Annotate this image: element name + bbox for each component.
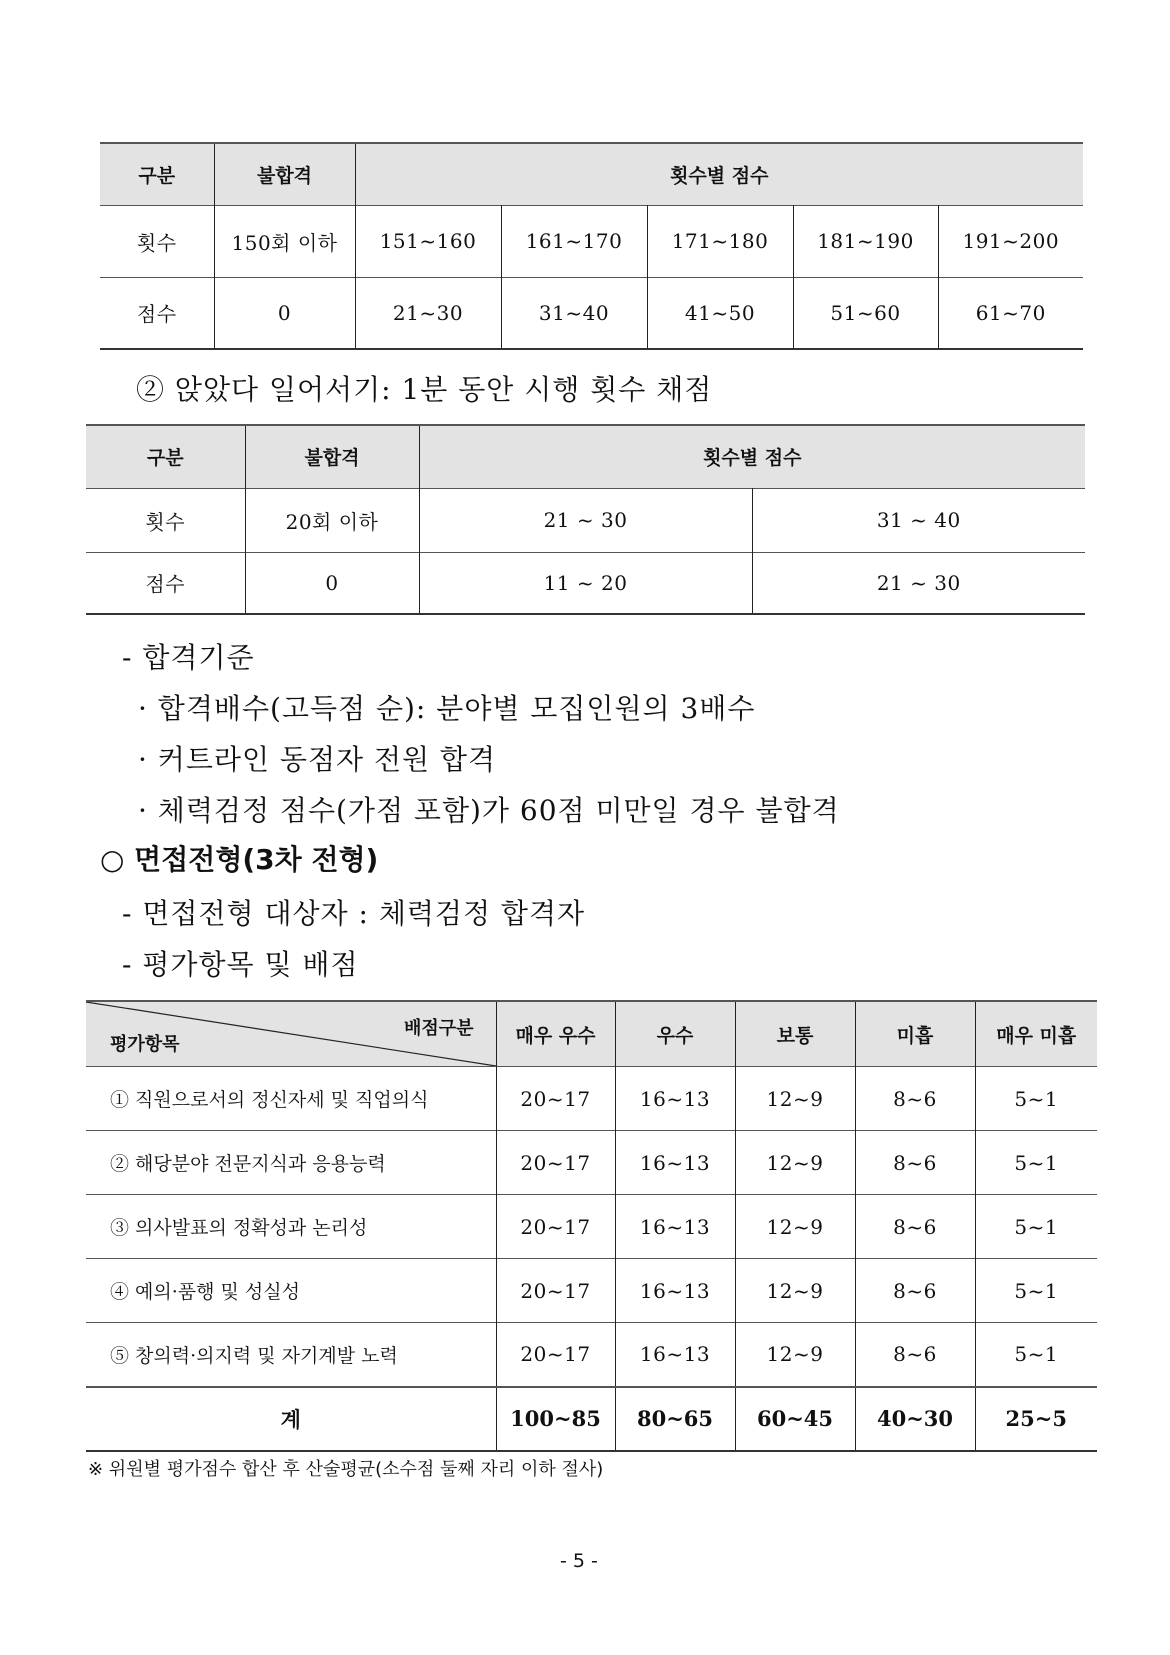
score-cell: 12~9 <box>735 1195 855 1259</box>
table-row <box>100 205 1083 277</box>
score-cell: 20~17 <box>496 1259 615 1323</box>
total-cell: 80~65 <box>615 1387 735 1451</box>
score-cell: 8~6 <box>855 1195 975 1259</box>
count-score-table-1 <box>100 142 1083 350</box>
score-cell: 8~6 <box>855 1131 975 1195</box>
score-cell: 8~6 <box>855 1067 975 1131</box>
value-cell: 181~190 <box>793 205 938 277</box>
total-cell: 60~45 <box>735 1387 855 1451</box>
total-cell: 100~85 <box>496 1387 615 1451</box>
score-cell: 12~9 <box>735 1259 855 1323</box>
criteria-item: · 커트라인 동점자 전원 합격 <box>138 743 497 776</box>
score-cell: 12~9 <box>735 1323 855 1387</box>
score-cell: 5~1 <box>975 1259 1097 1323</box>
interview-target: - 면접전형 대상자 : 체력검정 합격자 <box>122 897 586 930</box>
value-cell: 191~200 <box>938 205 1083 277</box>
score-cell: 5~1 <box>975 1323 1097 1387</box>
header-category: 구분 <box>100 143 214 205</box>
table-row <box>86 1323 1097 1387</box>
value-cell: 21 ~ 30 <box>752 552 1085 614</box>
row-label: 점수 <box>145 572 186 597</box>
corner-label-score-category: 배점구분 <box>403 1018 474 1039</box>
score-cell: 5~1 <box>975 1195 1097 1259</box>
table-row <box>86 488 1085 552</box>
table-row <box>86 1259 1097 1323</box>
total-cell: 25~5 <box>975 1387 1097 1451</box>
table-row <box>86 1131 1097 1195</box>
score-cell: 8~6 <box>855 1323 975 1387</box>
header-score-by-count: 횟수별 점수 <box>419 425 1085 488</box>
score-cell: 5~1 <box>975 1067 1097 1131</box>
score-cell: 12~9 <box>735 1131 855 1195</box>
value-cell: 21~30 <box>355 277 501 349</box>
value-cell: 31~40 <box>501 277 647 349</box>
score-cell: 5~1 <box>975 1131 1097 1195</box>
value-cell: 171~180 <box>647 205 793 277</box>
eval-item: ④ 예의·품행 및 성실성 <box>110 1281 300 1303</box>
table-row <box>86 552 1085 614</box>
interview-heading: ○ 면접전형(3차 전형) <box>100 843 379 876</box>
table-row <box>100 277 1083 349</box>
evaluation-title: - 평가항목 및 배점 <box>122 948 359 981</box>
total-cell: 40~30 <box>855 1387 975 1451</box>
diagonal-corner-header <box>86 1001 496 1067</box>
criteria-title: - 합격기준 <box>122 641 255 674</box>
eval-item: ① 직원으로서의 정신자세 및 직업의식 <box>110 1089 429 1111</box>
header-good: 우수 <box>615 1001 735 1067</box>
value-cell: 21 ~ 30 <box>419 488 752 552</box>
header-fail: 불합격 <box>214 143 355 205</box>
count-score-table-2 <box>86 424 1085 615</box>
total-row <box>86 1387 1097 1451</box>
footnote: ※ 위원별 평가점수 합산 후 산술평균(소수점 둘째 자리 이하 절사) <box>88 1459 604 1480</box>
score-cell: 16~13 <box>615 1067 735 1131</box>
value-cell: 41~50 <box>647 277 793 349</box>
evaluation-table <box>86 1000 1097 1452</box>
row-label: 횟수 <box>136 230 177 255</box>
header-fail: 불합격 <box>245 425 419 488</box>
score-cell: 20~17 <box>496 1131 615 1195</box>
corner-label-eval-item: 평가항목 <box>110 1034 180 1055</box>
value-cell: 31 ~ 40 <box>752 488 1085 552</box>
table-row <box>86 1067 1097 1131</box>
header-category: 구분 <box>86 425 245 488</box>
header-score-by-count: 횟수별 점수 <box>355 143 1083 205</box>
criteria-item: · 합격배수(고득점 순): 분야별 모집인원의 3배수 <box>138 692 756 725</box>
table-row <box>86 1195 1097 1259</box>
header-average: 보통 <box>735 1001 855 1067</box>
score-cell: 20~17 <box>496 1195 615 1259</box>
fail-cell: 20회 이하 <box>245 488 419 552</box>
fail-cell: 150회 이하 <box>214 205 355 277</box>
value-cell: 11 ~ 20 <box>419 552 752 614</box>
eval-item: ② 해당분야 전문지식과 응용능력 <box>110 1153 386 1175</box>
value-cell: 61~70 <box>938 277 1083 349</box>
score-cell: 16~13 <box>615 1323 735 1387</box>
score-cell: 16~13 <box>615 1131 735 1195</box>
eval-item: ③ 의사발표의 정확성과 논리성 <box>110 1217 368 1239</box>
page-number: - 5 - <box>560 1550 598 1572</box>
row-label: 점수 <box>136 302 177 327</box>
score-cell: 20~17 <box>496 1323 615 1387</box>
criteria-item: · 체력검정 점수(가점 포함)가 60점 미만일 경우 불합격 <box>138 794 840 827</box>
fail-cell: 0 <box>214 277 355 349</box>
eval-item: ⑤ 창의력·의지력 및 자기계발 노력 <box>110 1344 398 1367</box>
value-cell: 161~170 <box>501 205 647 277</box>
section-title-squats: ② 앉았다 일어서기: 1분 동안 시행 횟수 채점 <box>136 373 713 406</box>
header-excellent: 매우 우수 <box>496 1001 615 1067</box>
score-cell: 16~13 <box>615 1259 735 1323</box>
score-cell: 8~6 <box>855 1259 975 1323</box>
header-very-poor: 매우 미흡 <box>975 1001 1097 1067</box>
fail-cell: 0 <box>245 552 419 614</box>
value-cell: 151~160 <box>355 205 501 277</box>
score-cell: 16~13 <box>615 1195 735 1259</box>
score-cell: 12~9 <box>735 1067 855 1131</box>
row-label: 횟수 <box>145 509 186 534</box>
total-label: 계 <box>280 1406 301 1432</box>
score-cell: 20~17 <box>496 1067 615 1131</box>
value-cell: 51~60 <box>793 277 938 349</box>
header-poor: 미흡 <box>855 1001 975 1067</box>
